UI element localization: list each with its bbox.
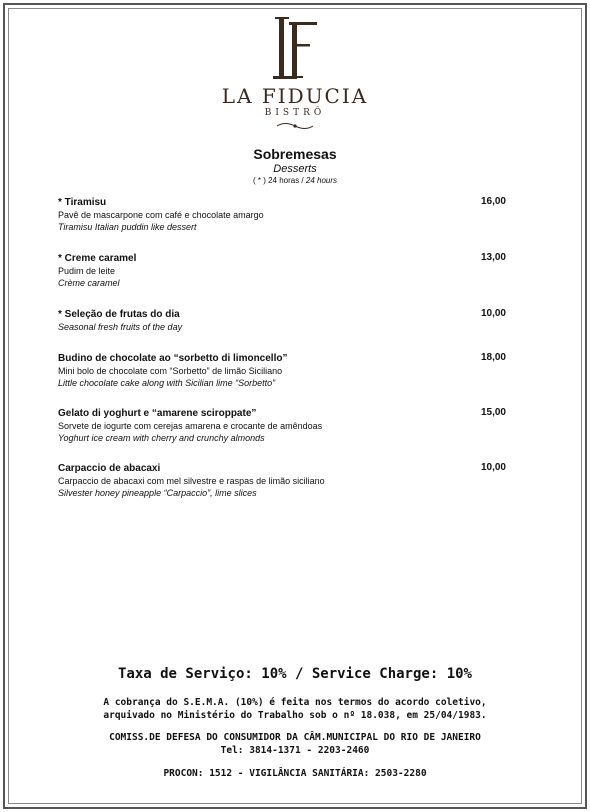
item-name: Budino de chocolate ao “sorbetto di limoncello” xyxy=(58,353,288,364)
item-price: 13,00 xyxy=(480,252,506,263)
sema-notice-line2: arquivado no Ministério do Trabalho sob o nº 18.038, em 25/04/1983. xyxy=(103,710,487,721)
item-name: * Seleção de frutas do dia xyxy=(58,309,180,320)
consumer-defense-phone: Tel: 3814-1371 - 2203-2460 xyxy=(220,745,370,756)
menu-item xyxy=(58,462,506,499)
ornament-icon xyxy=(0,121,590,131)
item-description-en: Seasonal fresh fruits of the day xyxy=(58,322,183,332)
note-suffix: 24 hours xyxy=(305,176,338,185)
service-charge: Taxa de Serviço: 10% / Service Charge: 10% xyxy=(117,666,472,682)
menu-items xyxy=(58,196,506,499)
item-price: 10,00 xyxy=(480,308,506,319)
item-description-en: Tiramisu Italian puddin like dessert xyxy=(58,222,197,232)
monogram-logo xyxy=(0,14,590,84)
item-description-pt: Mini bolo de chocolate com “Sorbetto” de limão Siciliano xyxy=(58,366,283,376)
item-description-en: Silvester honey pineapple “Carpaccio”, lime slices xyxy=(58,488,257,498)
item-price: 10,00 xyxy=(480,462,506,473)
item-price: 16,00 xyxy=(480,196,506,207)
item-name: Gelato di yoghurt e “amarene sciroppate” xyxy=(58,408,257,419)
menu-item xyxy=(58,196,506,233)
section-subtitle: Desserts xyxy=(273,163,317,175)
item-description-en: Little chocolate cake along with Sicilian lime “Sorbetto” xyxy=(58,378,276,388)
note-prefix: ( * ) 24 horas / xyxy=(252,176,306,185)
section-title: Sobremesas xyxy=(253,146,337,162)
item-description-pt: Pudim de leite xyxy=(58,266,116,276)
item-description-en: Yoghurt ice cream with cherry and crunchy almonds xyxy=(58,433,265,443)
consumer-defense-line1: COMISS.DE DEFESA DO CONSUMIDOR DA CÂM.MUNICIPAL DO RIO DE JANEIRO xyxy=(109,732,481,743)
item-price: 15,00 xyxy=(480,407,506,418)
menu-item xyxy=(58,352,506,389)
item-name: * Creme caramel xyxy=(58,253,137,264)
menu-item xyxy=(58,252,506,289)
brand-subtitle: BISTRÔ xyxy=(264,108,326,118)
procon-line: PROCON: 1512 - VIGILÂNCIA SANITÁRIA: 2503-2280 xyxy=(163,768,427,779)
item-name: Carpaccio de abacaxi xyxy=(58,463,161,474)
brand-name: LA FIDUCIA xyxy=(221,84,369,108)
section-note xyxy=(0,176,590,185)
item-name: * Tiramisu xyxy=(58,197,107,208)
item-description-pt: Pavê de mascarpone com café e chocolate amargo xyxy=(58,210,264,220)
item-price: 18,00 xyxy=(480,352,506,363)
menu-item xyxy=(58,407,506,444)
menu-item xyxy=(58,308,506,333)
item-description-pt: Carpaccio de abacaxi com mel silvestre e raspas de limão siciliano xyxy=(58,476,325,486)
item-description-en: Crème caramel xyxy=(58,278,120,288)
sema-notice-line1: A cobrança do S.E.M.A. (10%) é feita nos termos do acordo coletivo, xyxy=(103,697,487,708)
item-description-pt: Sorvete de iogurte com cerejas amarena e crocante de amêndoas xyxy=(58,421,323,431)
